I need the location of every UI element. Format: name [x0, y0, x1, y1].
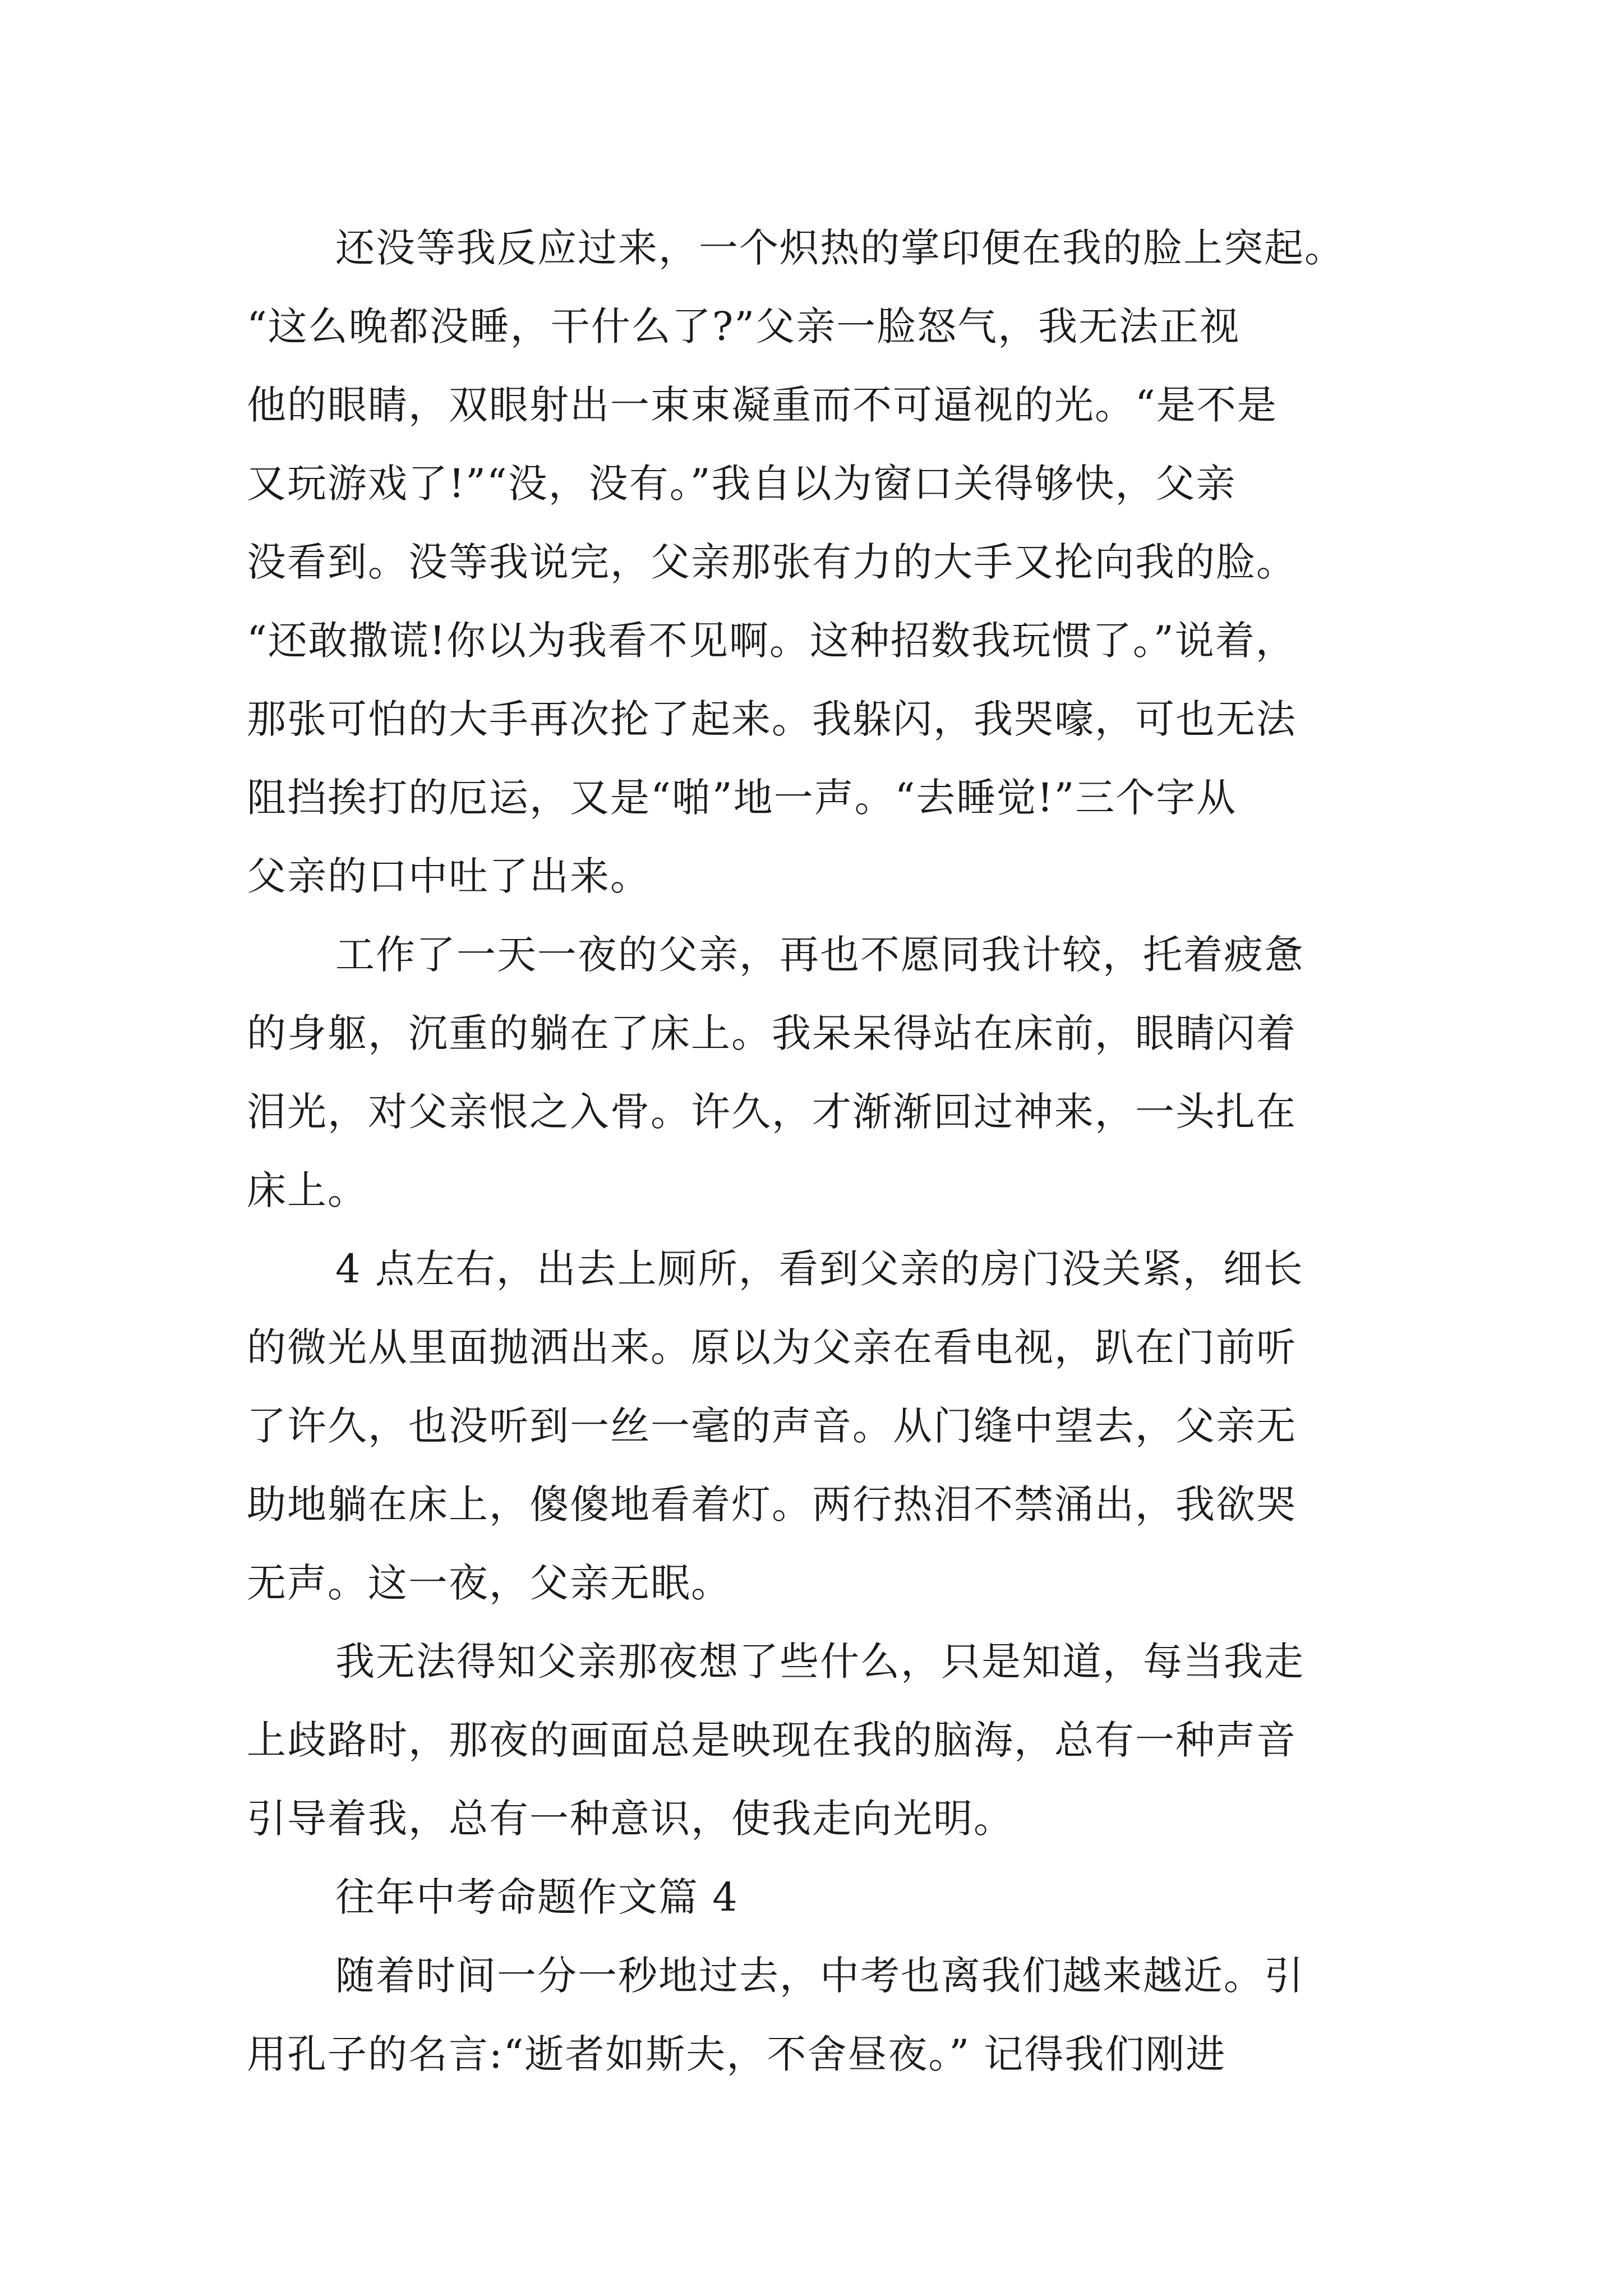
text-line: 用孔子的名言:“逝者如斯夫，不舍昼夜。” 记得我们刚进 [247, 2031, 1227, 2077]
text-line: 引导着我，总有一种意识，使我走向光明。 [247, 1796, 1014, 1842]
text-line: 父亲的口中吐了出来。 [247, 853, 651, 899]
text-line: 的微光从里面抛洒出来。原以为父亲在看电视，趴在门前听 [247, 1324, 1297, 1370]
text-line: 无声。这一夜，父亲无眠。 [247, 1560, 731, 1606]
paragraph-first-line: 我无法得知父亲那夜想了些什么，只是知道，每当我走 [335, 1639, 1304, 1685]
text-line: 阻挡挨打的厄运，又是“啪”地一声。“去睡觉!”三个字从 [247, 775, 1237, 821]
text-line: 那张可怕的大手再次抡了起来。我躲闪，我哭嚎，可也无法 [247, 696, 1297, 742]
text-line: “这么晚都没睡，干什么了?”父亲一脸怒气，我无法正视 [247, 303, 1241, 349]
paragraph-first-line: 4 点左右，出去上厕所，看到父亲的房门没关紧，细长 [335, 1246, 1304, 1292]
text-line: 的身躯，沉重的躺在了床上。我呆呆得站在床前，眼睛闪着 [247, 1010, 1297, 1056]
text-line: 泪光，对父亲恨之入骨。许久，才渐渐回过神来，一头扎在 [247, 1089, 1297, 1135]
text-line: 上歧路时，那夜的画面总是映现在我的脑海，总有一种声音 [247, 1717, 1297, 1763]
text-line: 了许久，也没听到一丝一毫的声音。从门缝中望去，父亲无 [247, 1403, 1297, 1449]
text-line: 床上。 [247, 1167, 368, 1213]
paragraph-first-line: 还没等我反应过来，一个炽热的掌印便在我的脸上突起。 [335, 225, 1345, 271]
paragraph-first-line: 随着时间一分一秒地过去，中考也离我们越来越近。引 [335, 1953, 1304, 1999]
paragraph-first-line: 工作了一天一夜的父亲，再也不愿同我计较，托着疲惫 [335, 932, 1304, 978]
text-line: “还敢撒谎!你以为我看不见啊。这种招数我玩惯了。”说着， [247, 618, 1296, 664]
essay-text-body [247, 209, 1441, 2093]
text-line: 又玩游戏了!”“没，没有。”我自以为窗口关得够快，父亲 [247, 461, 1237, 507]
text-line: 没看到。没等我说完，父亲那张有力的大手又抡向我的脸。 [247, 539, 1297, 585]
text-line: 他的眼睛，双眼射出一束束凝重而不可逼视的光。“是不是 [247, 382, 1278, 428]
paragraph-first-line: 往年中考命题作文篇 4 [335, 1874, 739, 1920]
text-line: 助地躺在床上，傻傻地看着灯。两行热泪不禁涌出，我欲哭 [247, 1481, 1297, 1527]
